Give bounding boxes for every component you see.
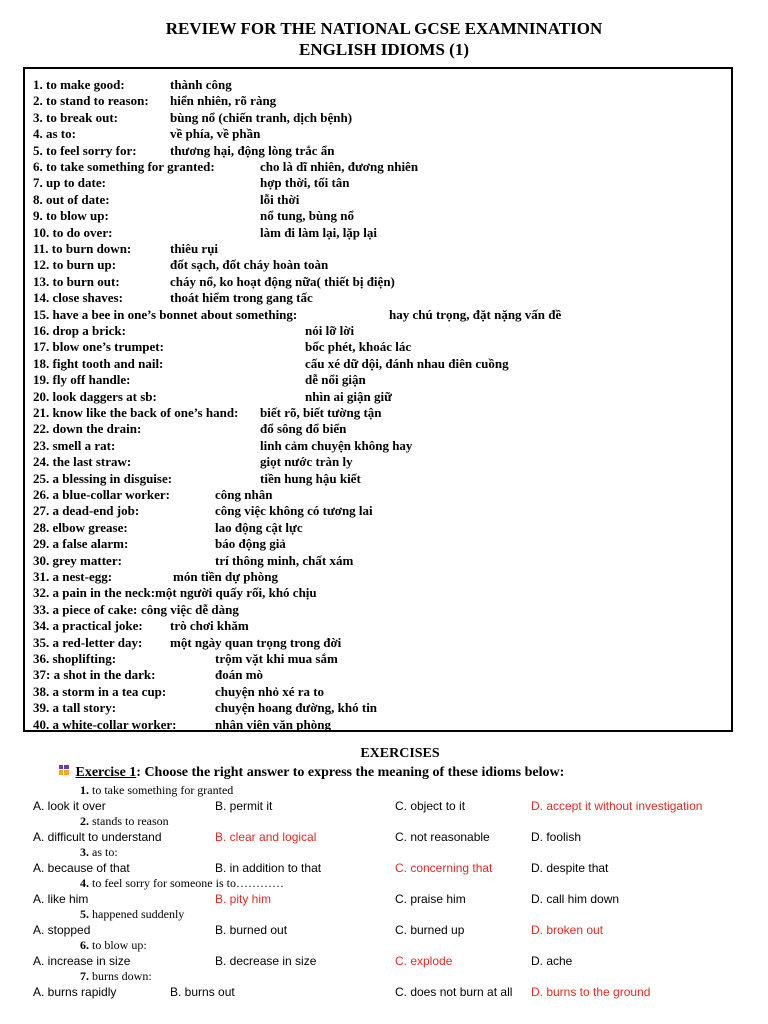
idiom-term: 17. blow one’s trumpet: bbox=[33, 339, 164, 355]
idiom-meaning: trộm vặt khi mua sắm bbox=[215, 651, 338, 666]
idiom-term: 4. as to: bbox=[33, 126, 76, 142]
idiom-term: 9. to blow up: bbox=[33, 208, 109, 224]
idiom-term: 2. to stand to reason: bbox=[33, 93, 149, 109]
idiom-meaning: báo động giả bbox=[215, 536, 286, 552]
answer-option-a[interactable]: A. because of that bbox=[33, 861, 130, 875]
question-stem bbox=[80, 938, 147, 952]
idiom-term: 1. to make good: bbox=[33, 77, 125, 92]
answer-option-b[interactable]: B. decrease in size bbox=[215, 954, 317, 968]
answer-option-d-correct[interactable]: D. burns to the ground bbox=[531, 985, 651, 999]
idiom-meaning: một ngày quan trọng trong đời bbox=[170, 634, 342, 650]
idiom-term: 22. down the drain: bbox=[33, 421, 142, 437]
idiom-term: 19. fly off handle: bbox=[33, 372, 131, 388]
idiom-term: 10. to do over: bbox=[33, 224, 113, 240]
answer-option-c[interactable]: C. does not burn at all bbox=[395, 985, 513, 999]
question-text: happened suddenly bbox=[92, 907, 185, 921]
idiom-meaning: lao động cật lực bbox=[215, 519, 303, 535]
idiom-term: 40. a white-collar worker: bbox=[33, 716, 177, 732]
answer-option-b-correct[interactable]: B. clear and logical bbox=[215, 830, 317, 844]
idiom-meaning: linh cảm chuyện không hay bbox=[260, 437, 413, 453]
answer-option-a[interactable]: A. stopped bbox=[33, 923, 91, 937]
bullet-arrow-icon bbox=[58, 764, 72, 782]
question-number: 2. bbox=[80, 814, 89, 828]
idiom-term: 34. a practical joke: bbox=[33, 618, 143, 634]
idiom-meaning: một người quấy rối, khó chịu bbox=[155, 585, 317, 601]
idiom-term: 39. a tall story: bbox=[33, 700, 117, 716]
idiom-meaning: trí thông minh, chất xám bbox=[215, 552, 354, 568]
idiom-term: 12. to burn up: bbox=[33, 257, 117, 273]
idiom-meaning: cháy nổ, ko hoạt động nữa( thiết bị điện) bbox=[170, 273, 395, 289]
idiom-meaning: thoát hiểm trong gang tấc bbox=[170, 290, 313, 306]
question-number: 3. bbox=[80, 845, 89, 859]
answer-option-c[interactable]: C. praise him bbox=[395, 892, 466, 906]
exercise-1-title bbox=[58, 764, 564, 782]
idiom-meaning: cấu xé dữ dội, đánh nhau điên cuồng bbox=[305, 355, 509, 371]
idiom-meaning: món tiền dự phòng bbox=[173, 569, 278, 584]
idiom-meaning: làm đi làm lại, lặp lại bbox=[260, 224, 378, 240]
idiom-meaning: bốc phét, khoác lác bbox=[305, 339, 412, 355]
exercise-instruction: : Choose the right answer to express the meaning of these idioms below: bbox=[136, 765, 565, 780]
idiom-meaning: giọt nước tràn ly bbox=[260, 454, 353, 470]
idiom-meaning: biết rõ, biết tường tận bbox=[260, 405, 382, 420]
idiom-term: 15. have a bee in one’s bonnet about something: bbox=[33, 306, 298, 322]
idiom-meaning: cho là dĩ nhiên, đương nhiên bbox=[260, 159, 419, 174]
idiom-term: 36. shoplifting: bbox=[33, 651, 117, 666]
idiom-meaning: đốt sạch, đốt cháy hoàn toàn bbox=[170, 257, 329, 273]
answer-option-c[interactable]: C. not reasonable bbox=[395, 830, 490, 844]
idiom-term: 13. to burn out: bbox=[33, 273, 120, 289]
question-text: burns down: bbox=[92, 969, 152, 983]
question-number: 4. bbox=[80, 876, 89, 890]
idiom-term: 31. a nest-egg: bbox=[33, 569, 113, 584]
idiom-term: 5. to feel sorry for: bbox=[33, 142, 137, 158]
idiom-meaning: đoán mò bbox=[215, 667, 264, 683]
question-number: 6. bbox=[80, 938, 89, 952]
idiom-meaning: công nhân bbox=[215, 487, 273, 502]
idiom-term: 33. a piece of cake: bbox=[33, 601, 138, 617]
idiom-term: 37: a shot in the dark: bbox=[33, 667, 156, 683]
answer-option-b-correct[interactable]: B. pity him bbox=[215, 892, 272, 906]
idiom-term: 29. a false alarm: bbox=[33, 536, 129, 552]
answer-option-d[interactable]: D. ache bbox=[531, 954, 573, 968]
idiom-term: 25. a blessing in disguise: bbox=[33, 470, 173, 486]
idiom-meaning: công việc không có tương lai bbox=[215, 503, 373, 519]
idiom-term: 30. grey matter: bbox=[33, 552, 122, 568]
idiom-meaning: nổ tung, bùng nổ bbox=[260, 208, 354, 224]
idiom-meaning: chuyện nhỏ xé ra to bbox=[215, 683, 325, 699]
idiom-meaning: nhìn ai giận giữ bbox=[305, 388, 392, 404]
idiom-meaning: hợp thời, tối tân bbox=[260, 175, 350, 191]
question-number: 7. bbox=[80, 969, 89, 983]
idiom-term: 7. up to date: bbox=[33, 175, 106, 191]
idiom-term: 3. to break out: bbox=[33, 109, 118, 125]
answer-option-a[interactable]: A. look it over bbox=[33, 799, 106, 813]
answer-option-a[interactable]: A. difficult to understand bbox=[33, 830, 162, 844]
exercises-heading: EXERCISES bbox=[360, 746, 440, 761]
idiom-term: 11. to burn down: bbox=[33, 241, 132, 256]
question-stem bbox=[80, 783, 233, 797]
question-text: as to: bbox=[92, 845, 118, 859]
answer-option-a[interactable]: A. like him bbox=[33, 892, 89, 906]
idiom-term: 21. know like the back of one’s hand: bbox=[33, 405, 239, 420]
question-stem bbox=[80, 907, 184, 921]
answer-option-d-correct[interactable]: D. broken out bbox=[531, 923, 604, 937]
answer-option-d-correct[interactable]: D. accept it without investigation bbox=[531, 799, 703, 813]
question-text: stands to reason bbox=[92, 814, 169, 828]
question-number: 5. bbox=[80, 907, 89, 921]
idiom-meaning: về phía, về phần bbox=[170, 126, 261, 142]
answer-option-b[interactable]: B. in addition to that bbox=[215, 861, 322, 875]
idiom-term: 27. a dead-end job: bbox=[33, 503, 140, 519]
idiom-meaning: hay chú trọng, đặt nặng vấn đề bbox=[389, 306, 562, 322]
answer-option-a[interactable]: A. burns rapidly bbox=[33, 985, 117, 999]
answer-option-b[interactable]: B. burns out bbox=[170, 985, 235, 999]
exercise-label: Exercise 1 bbox=[75, 765, 137, 780]
answer-option-b[interactable]: B. burned out bbox=[215, 923, 288, 937]
answer-option-b[interactable]: B. permit it bbox=[215, 799, 273, 813]
answer-option-c-correct[interactable]: C. concerning that bbox=[395, 861, 493, 875]
idiom-term: 26. a blue-collar worker: bbox=[33, 487, 170, 502]
idiom-meaning: nói lỡ lời bbox=[305, 323, 355, 338]
question-text: to take something for granted bbox=[92, 783, 234, 797]
answer-option-d[interactable]: D. call him down bbox=[531, 892, 620, 906]
answer-option-c[interactable]: C. burned up bbox=[395, 923, 465, 937]
idiom-meaning: dễ nổi giận bbox=[305, 372, 366, 388]
answer-option-d[interactable]: D. foolish bbox=[531, 830, 582, 844]
document-title: REVIEW FOR THE NATIONAL GCSE EXAMNINATION bbox=[165, 19, 603, 38]
question-number: 1. bbox=[80, 783, 89, 797]
idiom-meaning: nhân viên văn phòng bbox=[215, 716, 331, 732]
idiom-meaning: chuyện hoang đường, khó tin bbox=[215, 700, 378, 716]
answer-option-c-correct[interactable]: C. explode bbox=[395, 954, 453, 968]
idiom-term: 32. a pain in the neck: bbox=[33, 585, 156, 601]
idiom-term: 38. a storm in a tea cup: bbox=[33, 683, 167, 699]
idiom-term: 18. fight tooth and nail: bbox=[33, 355, 164, 371]
question-stem bbox=[80, 969, 152, 983]
idiom-term: 20. look daggers at sb: bbox=[33, 388, 157, 404]
answer-option-d[interactable]: D. despite that bbox=[531, 861, 609, 875]
idiom-term: 35. a red-letter day: bbox=[33, 634, 143, 650]
idiom-meaning: công việc dễ dàng bbox=[141, 601, 239, 617]
idiom-meaning: tiền hung hậu kiết bbox=[260, 470, 361, 486]
question-text: to feel sorry for someone is to………… bbox=[92, 876, 284, 890]
idiom-meaning: hiển nhiên, rõ ràng bbox=[170, 93, 277, 109]
answer-option-a[interactable]: A. increase in size bbox=[33, 954, 131, 968]
idiom-term: 24. the last straw: bbox=[33, 454, 132, 470]
question-stem bbox=[80, 845, 118, 859]
idiom-meaning: trò chơi khăm bbox=[170, 618, 249, 634]
idiom-meaning: bùng nổ (chiến tranh, dịch bệnh) bbox=[170, 109, 353, 125]
idiom-term: 6. to take something for granted: bbox=[33, 159, 215, 174]
question-text: to blow up: bbox=[92, 938, 147, 952]
answer-option-c[interactable]: C. object to it bbox=[395, 799, 466, 813]
idiom-meaning: thành công bbox=[170, 77, 232, 92]
idiom-term: 28. elbow grease: bbox=[33, 519, 128, 535]
idiom-term: 23. smell a rat: bbox=[33, 437, 116, 453]
idiom-meaning: thương hại, động lòng trắc ẩn bbox=[170, 142, 335, 158]
question-stem bbox=[80, 876, 284, 890]
idiom-meaning: lỗi thời bbox=[260, 191, 300, 207]
idiom-meaning: đổ sông đổ biển bbox=[260, 421, 347, 437]
idiom-meaning: thiêu rụi bbox=[170, 241, 219, 256]
document-subtitle: ENGLISH IDIOMS (1) bbox=[298, 40, 470, 59]
idiom-term: 8. out of date: bbox=[33, 191, 110, 207]
idiom-term: 16. drop a brick: bbox=[33, 323, 126, 338]
question-stem bbox=[80, 814, 169, 828]
idiom-term: 14. close shaves: bbox=[33, 290, 123, 306]
